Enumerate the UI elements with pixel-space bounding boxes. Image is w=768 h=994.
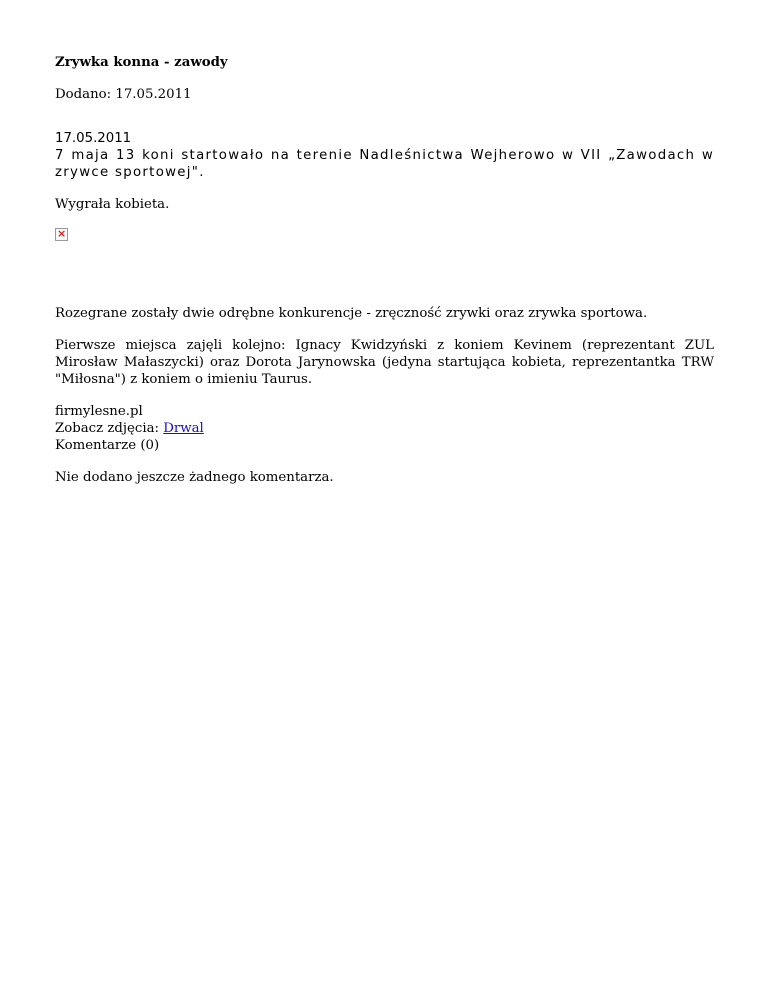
article-dateline: 17.05.2011 (55, 131, 132, 146)
article-competitions: Rozegrane zostały dwie odrębne konkurencje - zręczność zrywki oraz zrywka sportowa. (55, 306, 648, 321)
photos-link[interactable]: Drwal (163, 421, 204, 436)
comments-count: Komentarze (0) (55, 438, 160, 453)
photos-label: Zobacz zdjęcia: (55, 421, 164, 436)
article-winner-line: Wygrała kobieta. (55, 197, 170, 212)
article-title: Zrywka konna - zawody (55, 55, 228, 70)
article-body (55, 130, 714, 388)
photos-line (55, 420, 714, 437)
source-label: firmylesne.pl (55, 404, 143, 419)
broken-image-icon: × (57, 227, 67, 240)
no-comments-message: Nie dodano jeszcze żadnego komentarza. (55, 470, 334, 485)
article-lead: 7 maja 13 koni startowało na terenie Nadleśnictwa Wejherowo w VII „Zawodach w zrywce sportowej". (55, 148, 714, 180)
added-date: Dodano: 17.05.2011 (55, 87, 192, 102)
article-winners: Pierwsze miejsca zajęli kolejno: Ignacy Kwidzyński z koniem Kevinem (reprezentant ZUL Mirosław Małaszycki) oraz Dorota Jarynowska (jedyna startująca kobieta, reprezentantka TRW "Miłosna") z koniem o imieniu Taurus. (55, 338, 714, 387)
article-page (0, 0, 768, 486)
article-meta (55, 403, 714, 454)
